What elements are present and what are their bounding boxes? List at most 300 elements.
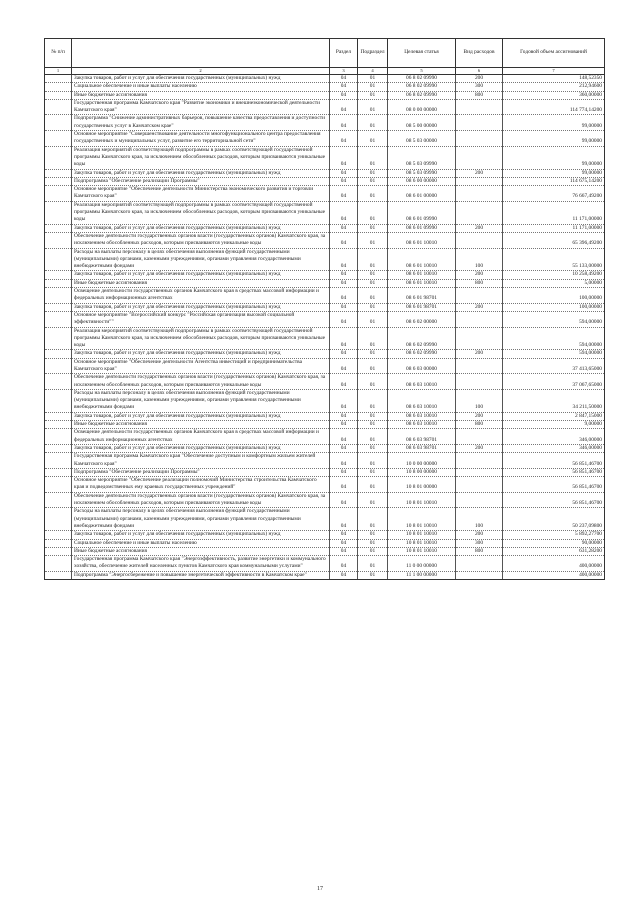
- row-podrazdel-cell: 01: [358, 232, 388, 248]
- row-target-article-cell: 10 8 00 00000: [388, 468, 456, 476]
- row-target-article-cell: 08 6 03 10010: [388, 412, 456, 420]
- row-amount-cell: 99,00000: [503, 115, 605, 131]
- header-podrazdel: Подраздел: [358, 39, 388, 68]
- row-podrazdel-cell: 01: [358, 248, 388, 271]
- row-name-cell: Освещение деятельности государственных органов Камчатского края в средствах массовой информации и федеральных информационных агентствах: [72, 288, 330, 304]
- row-amount-cell: 594,00000: [503, 350, 605, 358]
- row-podrazdel-cell: 01: [358, 91, 388, 99]
- row-amount-cell: 99,00000: [503, 131, 605, 147]
- row-amount-cell: 346,00000: [503, 429, 605, 445]
- row-target-article-cell: 10 8 01 10010: [388, 492, 456, 508]
- row-razdel-cell: 04: [330, 429, 358, 445]
- row-razdel-cell: 04: [330, 288, 358, 304]
- table-row: [45, 83, 605, 91]
- row-razdel-cell: 04: [330, 374, 358, 390]
- table-row: [45, 358, 605, 374]
- row-razdel-cell: 04: [330, 492, 358, 508]
- table-row: [45, 531, 605, 539]
- row-number-cell: [45, 115, 72, 131]
- row-amount-cell: 631,28200: [503, 547, 605, 555]
- row-number-cell: [45, 389, 72, 412]
- row-name-cell: Подпрограмма "Обеспечение реализации Программы": [72, 177, 330, 185]
- row-target-article-cell: 08 6 01 10010: [388, 279, 456, 287]
- row-amount-cell: 114 675,14200: [503, 177, 605, 185]
- row-expense-type-cell: [456, 115, 503, 131]
- row-podrazdel-cell: 01: [358, 350, 388, 358]
- row-razdel-cell: 04: [330, 224, 358, 232]
- row-amount-cell: 55 133,00000: [503, 248, 605, 271]
- row-amount-cell: 212,94600: [503, 83, 605, 91]
- row-amount-cell: 594,00000: [503, 311, 605, 327]
- row-number-cell: [45, 477, 72, 493]
- row-razdel-cell: 04: [330, 412, 358, 420]
- table-row: [45, 279, 605, 287]
- row-amount-cell: 56 851,46700: [503, 453, 605, 469]
- row-number-cell: [45, 83, 72, 91]
- row-number-cell: [45, 279, 72, 287]
- page-number: 17: [317, 886, 323, 892]
- row-name-cell: Закупка товаров, работ и услуг для обеспечения государственных (муниципальных) нужд: [72, 169, 330, 177]
- row-amount-cell: 2 847,15000: [503, 412, 605, 420]
- row-amount-cell: 360,00000: [503, 91, 605, 99]
- row-podrazdel-cell: 01: [358, 358, 388, 374]
- row-target-article-cell: 11 0 00 00000: [388, 556, 456, 572]
- row-number-cell: [45, 131, 72, 147]
- row-number-cell: [45, 539, 72, 547]
- row-target-article-cell: 06 8 02 09990: [388, 83, 456, 91]
- row-target-article-cell: 08 6 02 09990: [388, 327, 456, 350]
- row-name-cell: Основное мероприятие "Совершенствование деятельности многофункционального центра предоставления государственных и муниципальных услуг, развитие его территориальной сети": [72, 131, 330, 147]
- row-amount-cell: 90,00000: [503, 539, 605, 547]
- row-number-cell: [45, 453, 72, 469]
- row-expense-type-cell: [456, 556, 503, 572]
- table-row: [45, 492, 605, 508]
- row-number-cell: [45, 177, 72, 185]
- table-row: [45, 350, 605, 358]
- row-expense-type-cell: 200: [456, 531, 503, 539]
- row-number-cell: [45, 224, 72, 232]
- row-expense-type-cell: [456, 177, 503, 185]
- row-name-cell: Основное мероприятие "Обеспечение реализации полномочий Министерства строительства Камчатского края и подведомственных ему краевых государственных учреждений": [72, 477, 330, 493]
- row-amount-cell: 56 851,46700: [503, 468, 605, 476]
- row-amount-cell: 10 258,49200: [503, 271, 605, 279]
- row-amount-cell: 99,00000: [503, 146, 605, 169]
- header-name: [72, 39, 330, 68]
- row-number-cell: [45, 91, 72, 99]
- row-expense-type-cell: 300: [456, 83, 503, 91]
- row-name-cell: Закупка товаров, работ и услуг для обеспечения государственных (муниципальных) нужд: [72, 271, 330, 279]
- row-razdel-cell: 04: [330, 201, 358, 224]
- row-target-article-cell: 08 6 00 00000: [388, 177, 456, 185]
- column-number: 3: [330, 68, 358, 75]
- row-expense-type-cell: 800: [456, 279, 503, 287]
- row-razdel-cell: 04: [330, 508, 358, 531]
- row-target-article-cell: 08 6 01 09990: [388, 201, 456, 224]
- row-name-cell: Обеспечение деятельности государственных органов власти (государственных органов) Камчатского края, за исключением обособленных расходов, которым присваиваются уникальные коды: [72, 492, 330, 508]
- table-row: [45, 444, 605, 452]
- row-number-cell: [45, 412, 72, 420]
- row-expense-type-cell: [456, 571, 503, 579]
- row-target-article-cell: 06 8 02 09990: [388, 75, 456, 83]
- row-number-cell: [45, 75, 72, 83]
- row-name-cell: Закупка товаров, работ и услуг для обеспечения государственных (муниципальных) нужд: [72, 75, 330, 83]
- row-expense-type-cell: [456, 492, 503, 508]
- row-razdel-cell: 04: [330, 468, 358, 476]
- table-row: [45, 91, 605, 99]
- row-podrazdel-cell: 01: [358, 201, 388, 224]
- row-number-cell: [45, 327, 72, 350]
- row-name-cell: Иные бюджетные ассигнования: [72, 279, 330, 287]
- row-name-cell: Закупка товаров, работ и услуг для обеспечения государственных (муниципальных) нужд: [72, 224, 330, 232]
- row-podrazdel-cell: 01: [358, 492, 388, 508]
- row-podrazdel-cell: 01: [358, 115, 388, 131]
- row-razdel-cell: 04: [330, 539, 358, 547]
- row-number-cell: [45, 169, 72, 177]
- table-row: [45, 201, 605, 224]
- row-podrazdel-cell: 01: [358, 131, 388, 147]
- row-expense-type-cell: [456, 201, 503, 224]
- row-target-article-cell: 08 5 03 09990: [388, 146, 456, 169]
- row-target-article-cell: 08 6 01 10010: [388, 232, 456, 248]
- row-razdel-cell: 04: [330, 358, 358, 374]
- row-number-cell: [45, 271, 72, 279]
- row-name-cell: Расходы на выплаты персоналу в целях обеспечения выполнения функций государственными (муниципальными) органами, казенными учреждениями, органами управления государственными внебюджетными фондами: [72, 508, 330, 531]
- row-expense-type-cell: [456, 311, 503, 327]
- table-row: [45, 412, 605, 420]
- row-target-article-cell: 10 8 01 10010: [388, 508, 456, 531]
- row-amount-cell: 76 667,49200: [503, 186, 605, 202]
- row-target-article-cell: 08 6 01 98701: [388, 303, 456, 311]
- row-number-cell: [45, 288, 72, 304]
- row-expense-type-cell: 200: [456, 271, 503, 279]
- row-amount-cell: 594,00000: [503, 327, 605, 350]
- header-expense-type: Вид расходов: [456, 39, 503, 68]
- row-expense-type-cell: [456, 186, 503, 202]
- table-row: [45, 556, 605, 572]
- row-name-cell: Закупка товаров, работ и услуг для обеспечения государственных (муниципальных) нужд: [72, 444, 330, 452]
- row-podrazdel-cell: 01: [358, 303, 388, 311]
- row-name-cell: Иные бюджетные ассигнования: [72, 91, 330, 99]
- row-expense-type-cell: 300: [456, 539, 503, 547]
- row-name-cell: Расходы на выплаты персоналу в целях обеспечения выполнения функций государственными (муниципальными) органами, казенными учреждениями, органами управления государственными внебюджетными фондами: [72, 248, 330, 271]
- table-header-row: [45, 39, 605, 68]
- row-podrazdel-cell: 01: [358, 531, 388, 539]
- header-target-article: Целевая статья: [388, 39, 456, 68]
- row-name-cell: Социальное обеспечение и иные выплаты населению: [72, 539, 330, 547]
- row-amount-cell: 56 851,46700: [503, 477, 605, 493]
- table-row: [45, 248, 605, 271]
- row-amount-cell: 56 851,46700: [503, 492, 605, 508]
- row-name-cell: Основное мероприятие "Всероссийский конкурс "Российская организация высокой социальной эффективности"": [72, 311, 330, 327]
- column-number: 4: [358, 68, 388, 75]
- row-number-cell: [45, 358, 72, 374]
- row-expense-type-cell: [456, 131, 503, 147]
- row-razdel-cell: 04: [330, 232, 358, 248]
- row-number-cell: [45, 248, 72, 271]
- row-razdel-cell: 04: [330, 146, 358, 169]
- row-amount-cell: 148,52350: [503, 75, 605, 83]
- row-amount-cell: 9,00000: [503, 421, 605, 429]
- row-expense-type-cell: [456, 146, 503, 169]
- row-target-article-cell: 08 6 02 00000: [388, 311, 456, 327]
- row-podrazdel-cell: 01: [358, 389, 388, 412]
- row-expense-type-cell: [456, 429, 503, 445]
- row-name-cell: Освещение деятельности государственных органов Камчатского края в средствах массовой информации и федеральных информационных агентствах: [72, 429, 330, 445]
- row-number-cell: [45, 146, 72, 169]
- row-expense-type-cell: [456, 327, 503, 350]
- row-expense-type-cell: [456, 288, 503, 304]
- row-amount-cell: 34 211,50000: [503, 389, 605, 412]
- table-row: [45, 271, 605, 279]
- row-name-cell: Подпрограмма "Снижение административных барьеров, повышение качества предоставления и доступности государственных услуг в Камчатском крае": [72, 115, 330, 131]
- table-row: [45, 453, 605, 469]
- row-name-cell: Закупка товаров, работ и услуг для обеспечения государственных (муниципальных) нужд: [72, 350, 330, 358]
- row-podrazdel-cell: 01: [358, 468, 388, 476]
- row-razdel-cell: 04: [330, 444, 358, 452]
- row-target-article-cell: 08 6 01 09990: [388, 224, 456, 232]
- row-podrazdel-cell: 01: [358, 327, 388, 350]
- row-amount-cell: 100,00000: [503, 288, 605, 304]
- row-razdel-cell: 04: [330, 571, 358, 579]
- row-expense-type-cell: 200: [456, 169, 503, 177]
- row-podrazdel-cell: 01: [358, 571, 388, 579]
- row-razdel-cell: 04: [330, 311, 358, 327]
- row-name-cell: Закупка товаров, работ и услуг для обеспечения государственных (муниципальных) нужд: [72, 531, 330, 539]
- row-name-cell: Обеспечение деятельности государственных органов власти (государственных органов) Камчатского края, за исключением обособленных расходов, которым присваиваются уникальные коды: [72, 374, 330, 390]
- row-number-cell: [45, 201, 72, 224]
- row-expense-type-cell: 200: [456, 75, 503, 83]
- row-number-cell: [45, 99, 72, 115]
- row-expense-type-cell: 800: [456, 421, 503, 429]
- column-number-row: [45, 68, 605, 75]
- row-target-article-cell: 08 5 00 00000: [388, 115, 456, 131]
- row-name-cell: Основное мероприятие "Обеспечение деятельности Министерства экономического развития и торговли Камчатского края": [72, 186, 330, 202]
- column-number: 5: [388, 68, 456, 75]
- row-target-article-cell: 08 6 03 10010: [388, 421, 456, 429]
- row-name-cell: Подпрограмма "Обеспечение реализации Программы": [72, 468, 330, 476]
- table-row: [45, 389, 605, 412]
- table-row: [45, 421, 605, 429]
- row-target-article-cell: 10 8 01 10010: [388, 547, 456, 555]
- table-body: [45, 75, 605, 580]
- row-razdel-cell: 04: [330, 547, 358, 555]
- table-row: [45, 311, 605, 327]
- row-number-cell: [45, 492, 72, 508]
- header-amount: Годовой объем ассигнований: [503, 39, 605, 68]
- row-razdel-cell: 04: [330, 271, 358, 279]
- table-row: [45, 539, 605, 547]
- row-razdel-cell: 04: [330, 115, 358, 131]
- row-amount-cell: 114 774,14200: [503, 99, 605, 115]
- row-razdel-cell: 04: [330, 279, 358, 287]
- table-row: [45, 232, 605, 248]
- row-target-article-cell: 10 8 01 10010: [388, 539, 456, 547]
- row-target-article-cell: 08 0 00 00000: [388, 99, 456, 115]
- row-expense-type-cell: [456, 453, 503, 469]
- row-amount-cell: 5,00000: [503, 279, 605, 287]
- row-target-article-cell: 08 6 03 10010: [388, 374, 456, 390]
- table-row: [45, 477, 605, 493]
- row-podrazdel-cell: 01: [358, 177, 388, 185]
- row-number-cell: [45, 547, 72, 555]
- row-name-cell: Реализация мероприятий соответствующей подпрограммы в рамках соответствующей государственной программы Камчатского края, за исключением обособленных расходов, которым присваиваются уникальные коды: [72, 201, 330, 224]
- row-number-cell: [45, 468, 72, 476]
- row-amount-cell: 5 892,27700: [503, 531, 605, 539]
- row-podrazdel-cell: 01: [358, 311, 388, 327]
- row-razdel-cell: 04: [330, 477, 358, 493]
- row-expense-type-cell: [456, 468, 503, 476]
- row-razdel-cell: 04: [330, 248, 358, 271]
- row-podrazdel-cell: 01: [358, 453, 388, 469]
- row-expense-type-cell: 200: [456, 303, 503, 311]
- table-row: [45, 146, 605, 169]
- table-row: [45, 547, 605, 555]
- table-row: [45, 468, 605, 476]
- table-row: [45, 571, 605, 579]
- row-razdel-cell: 04: [330, 75, 358, 83]
- row-podrazdel-cell: 01: [358, 224, 388, 232]
- row-target-article-cell: 08 6 03 98701: [388, 429, 456, 445]
- row-number-cell: [45, 531, 72, 539]
- row-razdel-cell: 04: [330, 169, 358, 177]
- row-amount-cell: 100,00000: [503, 303, 605, 311]
- row-podrazdel-cell: 01: [358, 374, 388, 390]
- row-podrazdel-cell: 01: [358, 421, 388, 429]
- table-row: [45, 508, 605, 531]
- row-expense-type-cell: 200: [456, 444, 503, 452]
- table-row: [45, 327, 605, 350]
- row-podrazdel-cell: 01: [358, 412, 388, 420]
- row-name-cell: Расходы на выплаты персоналу в целях обеспечения выполнения функций государственными (муниципальными) органами, казенными учреждениями, органами управления государственными внебюджетными фондами: [72, 389, 330, 412]
- table-row: [45, 288, 605, 304]
- row-podrazdel-cell: 01: [358, 547, 388, 555]
- column-number: 2: [72, 68, 330, 75]
- row-podrazdel-cell: 01: [358, 477, 388, 493]
- row-amount-cell: 37 413,65000: [503, 358, 605, 374]
- column-number: 7: [503, 68, 605, 75]
- row-number-cell: [45, 186, 72, 202]
- row-expense-type-cell: 200: [456, 350, 503, 358]
- row-number-cell: [45, 444, 72, 452]
- table-row: [45, 177, 605, 185]
- header-number: № п/п: [45, 39, 72, 68]
- row-razdel-cell: 04: [330, 177, 358, 185]
- row-target-article-cell: 08 6 01 10010: [388, 248, 456, 271]
- row-number-cell: [45, 350, 72, 358]
- row-amount-cell: 65 396,49200: [503, 232, 605, 248]
- row-razdel-cell: 04: [330, 556, 358, 572]
- budget-table: [44, 38, 605, 580]
- row-target-article-cell: 08 6 01 98701: [388, 288, 456, 304]
- row-expense-type-cell: [456, 358, 503, 374]
- column-number: 6: [456, 68, 503, 75]
- row-razdel-cell: 04: [330, 453, 358, 469]
- row-name-cell: Государственная программа Камчатского края "Развитие экономики и внешнеэкономической деятельности Камчатского края": [72, 99, 330, 115]
- row-razdel-cell: 04: [330, 303, 358, 311]
- row-name-cell: Основное мероприятие "Обеспечение деятельности Агентства инвестиций и предпринимательства Камчатского края": [72, 358, 330, 374]
- row-number-cell: [45, 429, 72, 445]
- row-number-cell: [45, 303, 72, 311]
- row-podrazdel-cell: 01: [358, 288, 388, 304]
- row-name-cell: Закупка товаров, работ и услуг для обеспечения государственных (муниципальных) нужд: [72, 412, 330, 420]
- row-name-cell: Реализация мероприятий соответствующей подпрограммы в рамках соответствующей государственной программы Камчатского края, за исключением обособленных расходов, которым присваиваются уникальные коды: [72, 327, 330, 350]
- row-razdel-cell: 04: [330, 531, 358, 539]
- row-name-cell: Подпрограмма "Энергосбережение и повышение энергетической эффективности в Камчатском крае": [72, 571, 330, 579]
- row-target-article-cell: 08 6 02 09990: [388, 350, 456, 358]
- row-number-cell: [45, 571, 72, 579]
- row-target-article-cell: 10 8 01 10010: [388, 531, 456, 539]
- row-number-cell: [45, 232, 72, 248]
- row-expense-type-cell: 100: [456, 248, 503, 271]
- row-name-cell: Государственная программа Камчатского края "Энергоэффективность, развитие энергетики и коммунального хозяйства, обеспечение жителей населенных пунктов Камчатского края коммунальными услугами": [72, 556, 330, 572]
- row-expense-type-cell: 200: [456, 224, 503, 232]
- row-name-cell: Обеспечение деятельности государственных органов власти (государственных органов) Камчатского края, за исключением обособленных расходов, которым присваиваются уникальные коды: [72, 232, 330, 248]
- row-expense-type-cell: [456, 477, 503, 493]
- row-amount-cell: 346,00000: [503, 444, 605, 452]
- row-expense-type-cell: [456, 232, 503, 248]
- row-target-article-cell: 08 6 01 10010: [388, 271, 456, 279]
- column-number: 1: [45, 68, 72, 75]
- row-number-cell: [45, 556, 72, 572]
- row-podrazdel-cell: 01: [358, 429, 388, 445]
- row-expense-type-cell: 200: [456, 412, 503, 420]
- row-amount-cell: 400,00000: [503, 556, 605, 572]
- row-target-article-cell: 08 5 03 09990: [388, 169, 456, 177]
- row-razdel-cell: 04: [330, 99, 358, 115]
- row-expense-type-cell: 800: [456, 547, 503, 555]
- row-podrazdel-cell: 01: [358, 539, 388, 547]
- row-expense-type-cell: [456, 99, 503, 115]
- row-number-cell: [45, 421, 72, 429]
- row-number-cell: [45, 311, 72, 327]
- row-podrazdel-cell: 01: [358, 556, 388, 572]
- row-amount-cell: 37 067,65000: [503, 374, 605, 390]
- row-name-cell: Реализация мероприятий соответствующей подпрограммы в рамках соответствующей государственной программы Камчатского края, за исключением обособленных расходов, которым присваиваются уникальные коды: [72, 146, 330, 169]
- row-expense-type-cell: 800: [456, 91, 503, 99]
- row-name-cell: Социальное обеспечение и иные выплаты населению: [72, 83, 330, 91]
- row-razdel-cell: 04: [330, 389, 358, 412]
- row-name-cell: Иные бюджетные ассигнования: [72, 421, 330, 429]
- table-row: [45, 115, 605, 131]
- row-podrazdel-cell: 01: [358, 271, 388, 279]
- table-row: [45, 303, 605, 311]
- row-target-article-cell: 08 5 03 00000: [388, 131, 456, 147]
- row-podrazdel-cell: 01: [358, 83, 388, 91]
- row-target-article-cell: 08 6 03 00000: [388, 358, 456, 374]
- row-podrazdel-cell: 01: [358, 186, 388, 202]
- row-number-cell: [45, 508, 72, 531]
- row-name-cell: Государственная программа Камчатского края "Обеспечение доступным и комфортным жильем жителей Камчатского края": [72, 453, 330, 469]
- row-name-cell: Закупка товаров, работ и услуг для обеспечения государственных (муниципальных) нужд: [72, 303, 330, 311]
- row-amount-cell: 50 237,09800: [503, 508, 605, 531]
- row-podrazdel-cell: 01: [358, 75, 388, 83]
- row-number-cell: [45, 374, 72, 390]
- row-razdel-cell: 04: [330, 350, 358, 358]
- row-razdel-cell: 04: [330, 421, 358, 429]
- table-row: [45, 186, 605, 202]
- table-row: [45, 131, 605, 147]
- row-target-article-cell: 10 8 01 00000: [388, 477, 456, 493]
- row-razdel-cell: 04: [330, 91, 358, 99]
- table-row: [45, 99, 605, 115]
- row-podrazdel-cell: 01: [358, 279, 388, 287]
- row-podrazdel-cell: 01: [358, 146, 388, 169]
- row-razdel-cell: 04: [330, 186, 358, 202]
- row-amount-cell: 11 171,00000: [503, 224, 605, 232]
- row-target-article-cell: 10 0 00 00000: [388, 453, 456, 469]
- row-razdel-cell: 04: [330, 83, 358, 91]
- row-target-article-cell: 08 6 01 00000: [388, 186, 456, 202]
